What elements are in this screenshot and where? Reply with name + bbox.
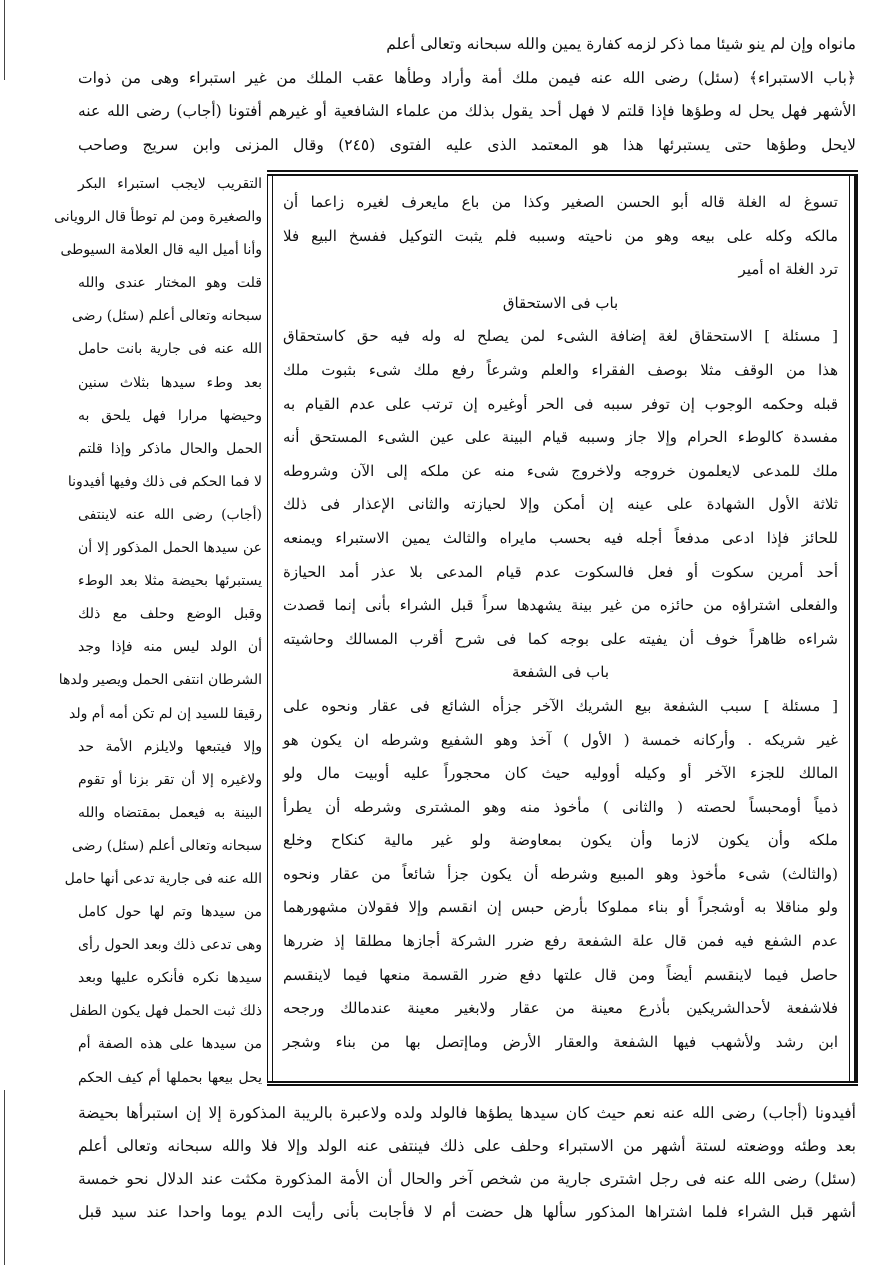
margin-text-line: وإلا فيتبعها ولايلزم الأمة حد <box>78 738 262 755</box>
text-line: أفيدونا (أجاب) رضى الله عنه نعم حيث كان سيدها يطؤها فالولد ولده ولاعبرة بالريبة المذكورة إلا إن استبرأها بحيضة <box>78 1104 856 1122</box>
text-line: والفعلى اشتراؤه من حائزه من غير بينة يشهدها سراً قبل الشراء بأنى إنما قصدت <box>283 596 838 615</box>
text-line: هذا من الوقف مثلا بوصف الفقراء والعلم وشرعاً رفع ملك شىء بثبوت ملك <box>283 360 838 379</box>
margin-text-line: الله عنه فى جارية تدعى أنها حامل <box>64 870 262 887</box>
frame-rule <box>272 176 273 1081</box>
frame-rule <box>854 176 858 1081</box>
bottom-text-block <box>78 1097 856 1229</box>
margin-text-line: ذلك ثبت الحمل فهل يكون الطفل <box>69 1003 262 1020</box>
margin-text-line: سبحانه وتعالى أعلم (سئل) رضى <box>71 837 262 854</box>
margin-column <box>54 168 262 1095</box>
margin-text-line: وحيضها مرارا فهل يلحق به <box>78 407 262 424</box>
text-line: بعد وطئه ووضعته لستة أشهر من الاستبراء وحلف على ذلك فينتفى عنه الولد وإلا فلا والله سبحانه وتعالى أعلم <box>78 1137 856 1155</box>
margin-text-line: رقيقا للسيد إن لم تكن أمه أم ولد <box>68 705 262 722</box>
margin-text-line: يستبرئها بحيضة مثلا بعد الوطء <box>78 573 262 590</box>
margin-text-line: وهى تدعى ذلك وبعد الحول رأى <box>78 937 262 954</box>
text-line: [ مسئلة ] الاستحقاق لغة إضافة الشىء لمن يصلح له وله فيه حق كاستحقاق <box>283 327 838 346</box>
top-text-block <box>78 28 856 162</box>
text-line: ملك للمدعى لايعلمون خروجه ولاخروج شىء منه عن ملكه إلى الآن وشروطه <box>283 461 838 480</box>
margin-text-line: البينة به فيعمل بمقتضاه والله <box>78 804 262 821</box>
text-line: ملكه وأن يكون لازما وأن يكون بمعاوضة ولو غير مالية كنكاح وخلع <box>283 831 838 850</box>
section-heading: باب فى الشفعة <box>511 663 610 682</box>
text-line: مالكه وكله على بيعه وهو من ناحيته وسببه فلم يثبت التوكيل ففسخ البيع فلا <box>283 226 838 245</box>
text-line: أشهر قبل الشراء فلما اشتراها المذكور سألها هل حضت أم لا فأجابت بأنى رأيت الدم يوما واحدا عند سيد قبل <box>78 1203 856 1221</box>
margin-text-line: الشرطان انتفى الحمل ويصير ولدها <box>58 672 262 689</box>
main-framed-text <box>267 170 858 1086</box>
frame-rule <box>267 176 268 1081</box>
margin-text-line: وأنا أميل اليه قال العلامة السيوطى <box>60 242 262 259</box>
text-line: شراءه ظاهراً خوف أن يفيته على بوجه كما فى شرح أقرب المسالك وحاشيته <box>283 629 838 648</box>
margin-text-line: عن سيدها الحمل المذكور إلا أن <box>78 540 262 557</box>
text-line: تسوغ له الغلة قاله أبو الحسن الصغير وكذا من باع مايعرف لغيره زاعما أن <box>283 193 838 211</box>
page-edge-line <box>4 1090 5 1265</box>
text-line: عدم الشفع فيه فمن قال علة الشفعة رفع ضرر الشركة أجازها مطلقا إذ ضررها <box>283 932 838 951</box>
margin-text-line: بعد وطء سيدها بثلاث سنين <box>78 374 262 391</box>
text-line: الأشهر فهل يحل له وطؤها فإذا قلتم لا فهل أحد يقول بذلك من علماء الشافعية أو غيرهم أفتونا (أجاب) رضى الله عنه <box>78 102 856 120</box>
margin-text-line: قلت وهو المختار عندى والله <box>78 275 262 292</box>
text-line: لايحل وطؤها حتى يستبرئها هذا هو المعتمد الذى عليه الفتوى (٢٤٥) وقال المزنى وابن سريج وصاحب <box>78 135 856 154</box>
text-line: قبله وحكمه الوجوب إن توفر سببه فى الحر أوغيره إن ترتب على عدم القيام به <box>283 394 838 413</box>
frame-rule <box>849 176 850 1081</box>
text-line: ابن رشد ولأشهب فيها الشفعة والعقار الأرض وماإتصل بها من بناء وشجر <box>283 1032 838 1051</box>
framed-text-lines <box>283 186 838 1059</box>
text-line: مفسدة كالوطء الحرام وإلا جاز وسببه قيام البينة على عين الشىء المستحق أنه <box>283 428 838 447</box>
margin-text-line: (أجاب) رضى الله عنه لاينتفى <box>78 506 262 523</box>
text-line: للحائز فإذا ادعى مدفعاً أجله فيه بحسب مايراه والثالث يمين الاستبراء ويمنعه <box>283 528 838 547</box>
text-line: حاصل فيما لاينقسم أيضاً ومن قال علتها دفع ضرر القسمة منعها فيما لاينقسم <box>283 965 838 984</box>
text-line: ترد الغلة اه أمير <box>738 260 838 279</box>
text-line: [ مسئلة ] سبب الشفعة بيع الشريك الآخر جزأه الشائع فى عقار ونحوه على <box>283 696 838 715</box>
margin-text-line: يحل بيعها بحملها أم كيف الحكم <box>78 1069 262 1086</box>
margin-text-line: من سيدها على هذه الصفة أم <box>78 1036 262 1053</box>
text-line: فلاشفعة لأحدالشريكين بأذرع معينة من عقار ولابغير معينة عندمالك ورجحه <box>283 999 838 1018</box>
margin-text-line: ولاغيره إلا أن تقر بزنا أو تقوم <box>78 771 262 788</box>
page-edge-line <box>4 0 5 80</box>
text-line: (سئل) رضى الله عنه فى رجل اشترى جارية من شخص آخر والحال أن الأمة المذكورة مكثت عند الدلال نحو خمسة <box>78 1170 856 1188</box>
text-line: ذمياً أومحبساً لحصته ( والثانى ) مأخوذ منه وهو المشترى وشرطه أن يطرأ <box>283 797 838 816</box>
text-line: أحد أمرين سكوت أو فعل فالسكوت عدم قيام المدعى بلا عذر أمد الحيازة <box>283 562 838 581</box>
margin-text-line: أن الولد ليس منه فإذا وجد <box>78 639 262 656</box>
section-heading: باب فى الاستحقاق <box>502 293 619 312</box>
text-line: غير شريكه . وأركانه خمسة ( الأول ) آخذ وهو الشفيع وشرطه ان يكون هو <box>283 730 838 749</box>
text-line: مانواه وإن لم ينو شيئا مما ذكر لزمه كفارة يمين والله سبحانه وتعالى أعلم <box>386 35 856 53</box>
margin-text-line: التقريب لايجب استبراء البكر <box>78 176 262 192</box>
margin-text-line: الله عنه فى جارية بانت حامل <box>78 341 262 358</box>
text-line: ولو مناقلا به أوشجراً أو بناء مملوكا بأرض حبس إن انقسم وإلا فقولان مشهورهما <box>283 898 838 917</box>
text-line: ﴿باب الاستبراء﴾ (سئل) رضى الله عنه فيمن ملك أمة وأراد وطأها عقب الملك من غير استبراء وهى من ذوات <box>78 68 856 87</box>
margin-text-line: لا فما الحكم فى ذلك وفيها أفيدونا <box>67 473 262 490</box>
text-line: (والثالث) شىء مأخوذ وهو المبيع وشرطه أن يكون جزأ شائعاً من عقار ونحوه <box>283 864 838 883</box>
margin-text-line: من سيدها وتم لها حول كامل <box>78 904 262 921</box>
margin-text-line: وقبل الوضع وحلف مع ذلك <box>78 606 262 623</box>
margin-text-line: سبحانه وتعالى أعلم (سئل) رضى <box>71 308 262 325</box>
margin-text-line: سيدها نكره فأنكره عليها وبعد <box>78 970 262 987</box>
text-line: ثلاثة الأول الشهادة على عينه إن أمكن وإلا لحيازته والثانى الإعذار فى ذلك <box>283 495 838 514</box>
margin-text-line: الحمل والحال ماذكر وإذا قلتم <box>78 440 262 457</box>
text-line: المالك للجزء الآخر أو وكيله أووليه حيث كان محجوراً عليه أوبيت مال ولو <box>283 764 838 783</box>
margin-text-line: والصغيرة ومن لم توطأ قال الرويانى <box>54 209 262 226</box>
